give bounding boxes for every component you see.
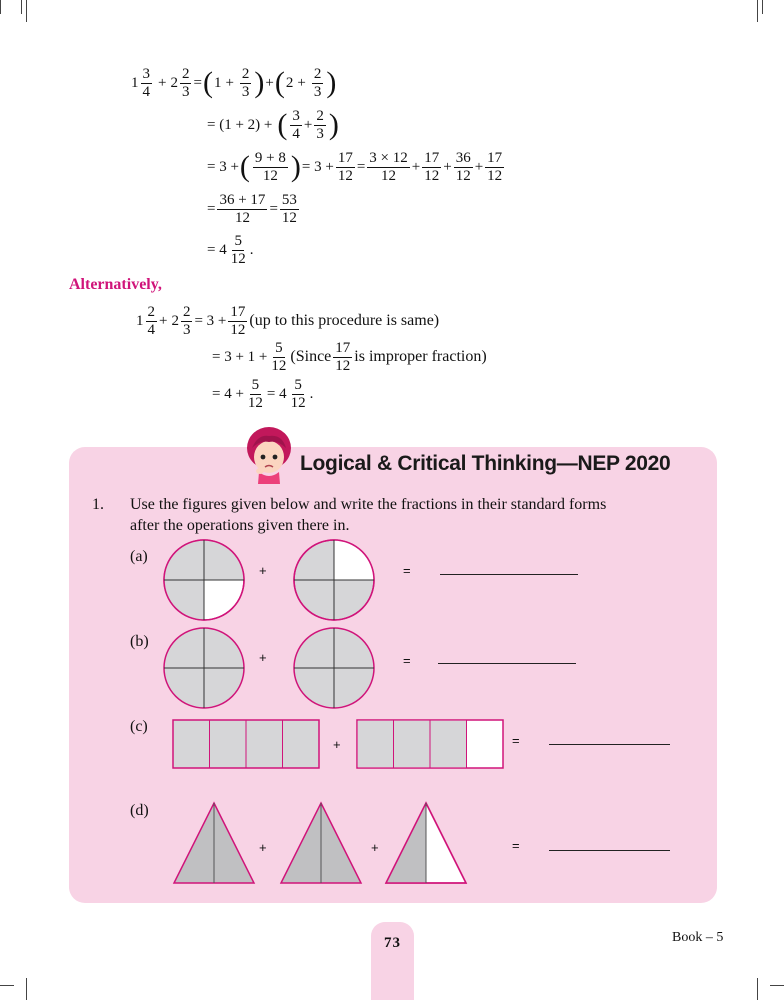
plus-sign: + xyxy=(259,563,267,578)
triangle-figure-d2 xyxy=(279,801,363,885)
circle-figure-b2 xyxy=(292,626,376,710)
equals-sign: = xyxy=(403,563,411,578)
item-b-label: (b) xyxy=(130,633,149,650)
triangle-figure-d1 xyxy=(172,801,256,885)
circle-figure-b1 xyxy=(162,626,246,710)
plus-sign: + xyxy=(259,650,267,665)
question-line-1: Use the figures given below and write the fractions in their standard forms xyxy=(130,496,607,513)
crop-mark xyxy=(21,0,22,14)
plus-sign: + xyxy=(333,737,341,752)
book-label: Book – 5 xyxy=(672,930,724,945)
alternative-line-1: 1 $\frac{2}{4}$ + 2 $\frac{2}{3}$ = 3 + $\frac{17}{12}$ (up to this procedure is same) xyxy=(136,304,440,338)
triangle-figure-d3 xyxy=(384,801,468,885)
solution-line-5: = 4 $\frac{5}{12}$ . xyxy=(207,233,254,267)
equals-sign: = xyxy=(512,733,520,748)
equals-sign: = xyxy=(403,653,411,668)
crop-mark xyxy=(0,0,1,14)
item-d-label: (d) xyxy=(130,802,149,819)
crop-mark xyxy=(0,985,14,986)
crop-mark xyxy=(762,0,763,14)
item-a-label: (a) xyxy=(130,548,148,565)
alternative-line-2: = 3 + 1 + $\frac{5}{12}$ (Since $\frac{17}{12}$ is improper fraction) xyxy=(212,340,487,374)
bar-figure-c2 xyxy=(356,719,504,769)
crop-mark xyxy=(757,0,758,22)
solution-line-2: = (1 + 2) + ( $\frac{3}{4}$ + $\frac{2}{3}$ ) xyxy=(207,108,339,142)
question-number: 1. xyxy=(92,496,104,513)
answer-blank-b[interactable] xyxy=(438,663,576,664)
alternative-line-3: = 4 + $\frac{5}{12}$ = 4 $\frac{5}{12}$ . xyxy=(212,377,314,411)
crop-mark xyxy=(757,978,758,1000)
solution-line-1: 1 $\frac{3}{4}$ + 2 $\frac{2}{3}$ = ( 1 + $\frac{2}{3}$ ) + ( 2 + $\frac{2}{3}$ ) xyxy=(131,66,337,100)
circle-figure-a2 xyxy=(292,538,376,622)
circle-figure-a1 xyxy=(162,538,246,622)
thinking-girl-icon xyxy=(240,424,298,486)
page-number: 73 xyxy=(384,935,401,951)
item-c-label: (c) xyxy=(130,718,148,735)
alternatively-heading: Alternatively, xyxy=(69,276,162,293)
plus-sign: + xyxy=(371,840,379,855)
page-number-tab xyxy=(371,922,414,1000)
answer-blank-c[interactable] xyxy=(549,744,670,745)
crop-mark xyxy=(26,0,27,22)
solution-line-4: = $\frac{36 + 17}{12}$ = $\frac{53}{12}$ xyxy=(207,192,297,226)
answer-blank-a[interactable] xyxy=(440,574,578,575)
plus-sign: + xyxy=(259,840,267,855)
section-title: Logical & Critical Thinking—NEP 2020 xyxy=(300,452,671,475)
crop-mark xyxy=(770,985,784,986)
equals-sign: = xyxy=(512,838,520,853)
answer-blank-d[interactable] xyxy=(549,850,670,851)
bar-figure-c1 xyxy=(172,719,320,769)
question-line-2: after the operations given there in. xyxy=(130,517,350,534)
solution-line-3: = 3 + ( $\frac{9 + 8}{12}$ ) = 3 + $\frac{17}{12}$ = $\frac{3 \times 12}{12}$ + $\frac{17}{12}$ + $\frac{36}{12}$ + $\frac{17}{12}$ xyxy=(207,150,503,184)
crop-mark xyxy=(26,978,27,1000)
